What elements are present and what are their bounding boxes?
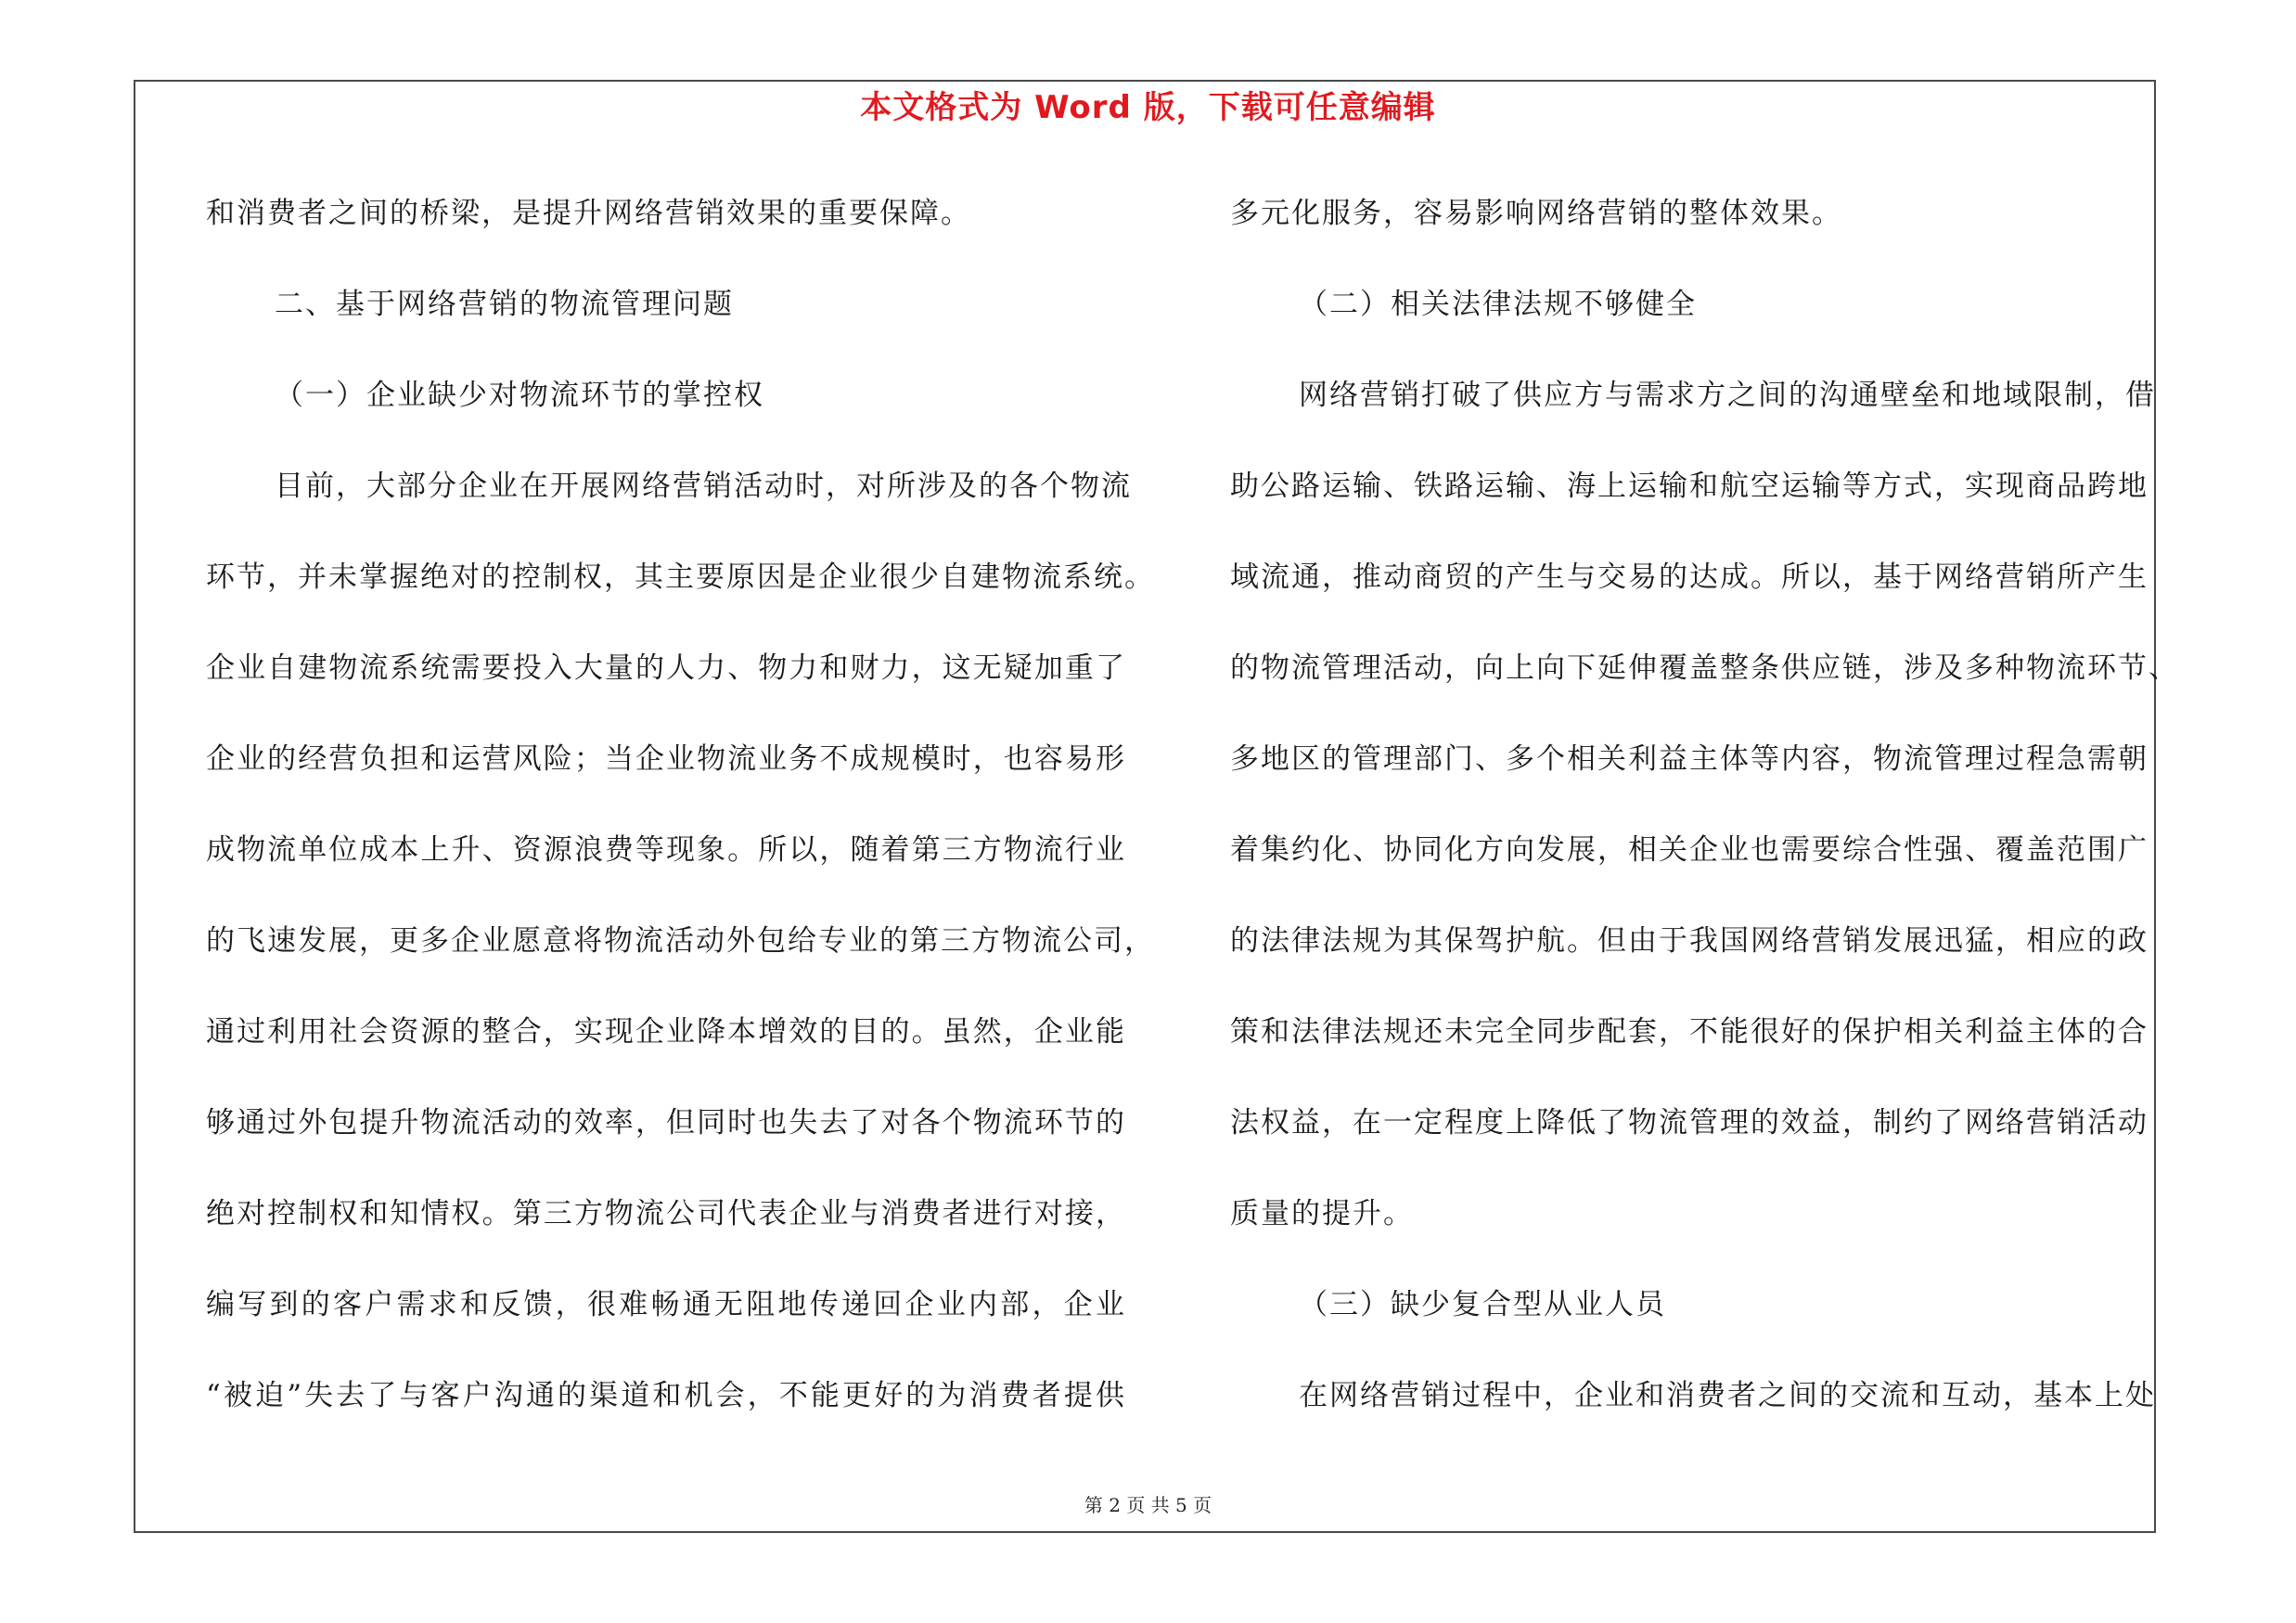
right-column (1230, 186, 2179, 1459)
paragraph-line: “被迫”失去了与客户沟通的渠道和机会，不能更好的为消费者提供 (206, 1379, 1126, 1412)
paragraph-line: 在网络营销过程中，企业和消费者之间的交流和互动，基本上处 (1299, 1379, 2156, 1412)
paragraph-line: 环节，并未掌握绝对的控制权，其主要原因是企业很少自建物流系统。 (206, 560, 1155, 594)
section-heading: 二、基于网络营销的物流管理问题 (275, 288, 734, 321)
paragraph-line: 通过利用社会资源的整合，实现企业降本增效的目的。虽然，企业能 (206, 1015, 1126, 1049)
paragraph-line: 多地区的管理部门、多个相关利益主体等内容，物流管理过程急需朝 (1230, 742, 2148, 776)
paragraph-line: 企业的经营负担和运营风险；当企业物流业务不成规模时，也容易形 (206, 742, 1126, 776)
paragraph-line: 绝对控制权和知情权。第三方物流公司代表企业与消费者进行对接， (206, 1197, 1126, 1230)
paragraph-line: 质量的提升。 (1230, 1197, 1414, 1230)
paragraph-line: 够通过外包提升物流活动的效率，但同时也失去了对各个物流环节的 (206, 1106, 1126, 1140)
paragraph-line: 目前，大部分企业在开展网络营销活动时，对所涉及的各个物流 (275, 470, 1132, 503)
subsection-heading: （一）企业缺少对物流环节的掌控权 (275, 379, 764, 412)
paragraph-line: 助公路运输、铁路运输、海上运输和航空运输等方式，实现商品跨地 (1230, 470, 2148, 503)
paragraph-line: 的飞速发展，更多企业愿意将物流活动外包给专业的第三方物流公司， (206, 924, 1155, 958)
paragraph-line: 的法律法规为其保驾护航。但由于我国网络营销发展迅猛，相应的政 (1230, 924, 2148, 958)
page-number: 第 2 页 共 5 页 (1084, 1494, 1212, 1516)
left-column (206, 186, 1155, 1459)
paragraph-line: 编写到的客户需求和反馈，很难畅通无阻地传递回企业内部，企业 (206, 1288, 1126, 1321)
paragraph-line: 的物流管理活动，向上向下延伸覆盖整条供应链，涉及多种物流环节、 (1230, 651, 2179, 685)
paragraph-line: 网络营销打破了供应方与需求方之间的沟通壁垒和地域限制，借 (1299, 379, 2156, 412)
paragraph-line: 策和法律法规还未完全同步配套，不能很好的保护相关利益主体的合 (1230, 1015, 2148, 1049)
paragraph-line: 成物流单位成本上升、资源浪费等现象。所以，随着第三方物流行业 (206, 833, 1126, 867)
paragraph-line: 着集约化、协同化方向发展，相关企业也需要综合性强、覆盖范围广 (1230, 833, 2148, 867)
paragraph-line: 法权益，在一定程度上降低了物流管理的效益，制约了网络营销活动 (1230, 1106, 2148, 1140)
paragraph-line: 企业自建物流系统需要投入大量的人力、物力和财力，这无疑加重了 (206, 651, 1126, 685)
format-banner: 本文格式为 Word 版，下载可任意编辑 (860, 89, 1436, 126)
paragraph-line: 域流通，推动商贸的产生与交易的达成。所以，基于网络营销所产生 (1230, 560, 2148, 594)
subsection-heading: （三）缺少复合型从业人员 (1299, 1288, 1666, 1321)
paragraph-line: 多元化服务，容易影响网络营销的整体效果。 (1230, 197, 1842, 230)
paragraph-line: 和消费者之间的桥梁，是提升网络营销效果的重要保障。 (206, 197, 971, 230)
subsection-heading: （二）相关法律法规不够健全 (1299, 288, 1697, 321)
